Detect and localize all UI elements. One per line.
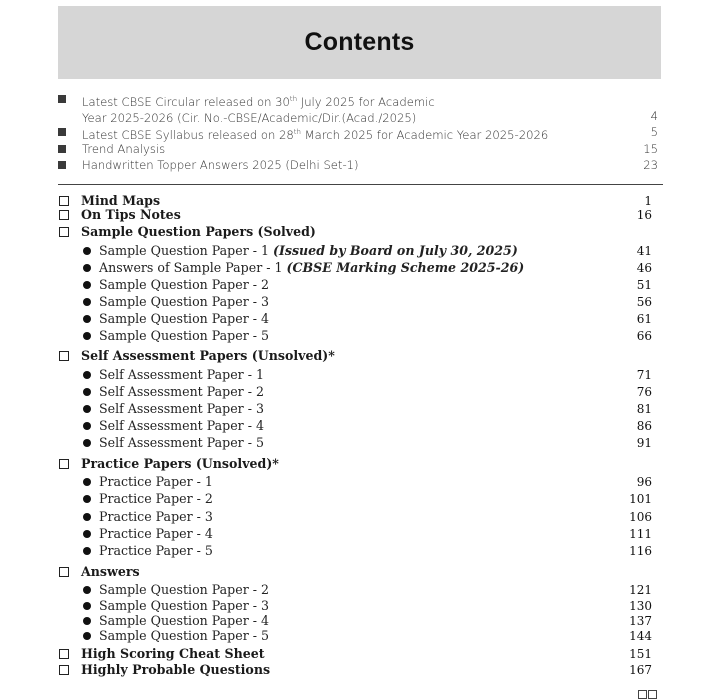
item-label: Sample Question Paper - 3 bbox=[99, 294, 269, 309]
page-number: 16 bbox=[636, 208, 652, 222]
page-number: 86 bbox=[636, 419, 652, 433]
list-item bbox=[58, 526, 661, 542]
bullet-icon bbox=[83, 298, 91, 306]
bullet-icon bbox=[83, 332, 91, 340]
list-item bbox=[58, 474, 661, 490]
bullet-icon bbox=[83, 315, 91, 323]
list-item bbox=[58, 582, 661, 598]
page-number: 91 bbox=[636, 436, 652, 450]
section-row bbox=[58, 348, 661, 364]
section-row bbox=[58, 564, 661, 580]
page-number: 121 bbox=[629, 583, 652, 597]
list-item bbox=[58, 435, 661, 451]
page-number: 130 bbox=[629, 599, 652, 613]
page-number: 66 bbox=[636, 329, 652, 343]
square-mark-icon bbox=[648, 690, 657, 699]
section-title: Mind Maps bbox=[81, 193, 161, 208]
item-label: Self Assessment Paper - 3 bbox=[99, 401, 264, 416]
checkbox-icon bbox=[59, 227, 69, 237]
bullet-icon bbox=[83, 530, 91, 538]
page-number: 101 bbox=[629, 492, 652, 506]
bullet-icon bbox=[83, 281, 91, 289]
page-number: 111 bbox=[629, 527, 652, 541]
item-label: Sample Question Paper - 4 bbox=[99, 613, 269, 628]
page-number: 76 bbox=[636, 385, 652, 399]
checkbox-icon bbox=[59, 567, 69, 577]
page-number: 151 bbox=[629, 647, 652, 661]
checkbox-icon bbox=[59, 210, 69, 220]
checkbox-icon bbox=[59, 649, 69, 659]
top-item bbox=[58, 91, 661, 124]
superscript: th bbox=[289, 95, 298, 103]
list-item bbox=[58, 613, 661, 629]
list-item bbox=[58, 260, 661, 276]
top-item bbox=[58, 141, 661, 158]
list-item bbox=[58, 509, 661, 525]
square-bullet-icon bbox=[58, 161, 66, 169]
square-bullet-icon bbox=[58, 145, 66, 153]
item-label: Self Assessment Paper - 5 bbox=[99, 435, 264, 450]
item-label: Sample Question Paper - 5 bbox=[99, 328, 269, 343]
page-number: 106 bbox=[629, 510, 652, 524]
top-item-text: March 2025 for Academic Year 2025-2026 bbox=[300, 127, 549, 142]
section-row bbox=[58, 207, 661, 223]
section-title: Answers bbox=[81, 564, 140, 579]
top-item-text: Latest CBSE Circular released on 30 bbox=[82, 94, 290, 109]
section-row bbox=[58, 456, 661, 472]
top-item bbox=[58, 124, 661, 141]
page-number: 51 bbox=[636, 278, 652, 292]
top-item-text: July 2025 for Academic bbox=[297, 94, 435, 109]
bullet-icon bbox=[83, 264, 91, 272]
page-number: 4 bbox=[650, 108, 658, 123]
page-number: 116 bbox=[629, 544, 652, 558]
bullet-icon bbox=[83, 495, 91, 503]
page-number: 81 bbox=[636, 402, 652, 416]
section-title: High Scoring Cheat Sheet bbox=[81, 646, 265, 661]
section-title: Practice Papers (Unsolved)* bbox=[81, 456, 279, 471]
top-item-text-line2: Year 2025-2026 (Cir. No.-CBSE/Academic/Dir.(Acad./2025) bbox=[82, 111, 417, 126]
checkbox-icon bbox=[59, 665, 69, 675]
square-bullet-icon bbox=[58, 95, 66, 103]
item-label: Practice Paper - 2 bbox=[99, 491, 213, 506]
top-item-text: Handwritten Topper Answers 2025 (Delhi Set-1) bbox=[82, 158, 359, 172]
item-note: (CBSE Marking Scheme 2025-26) bbox=[286, 260, 525, 275]
contents-header bbox=[58, 6, 661, 79]
list-item bbox=[58, 384, 661, 400]
checkbox-icon bbox=[59, 351, 69, 361]
list-item bbox=[58, 401, 661, 417]
section-row bbox=[58, 662, 661, 678]
section-title: Self Assessment Papers (Unsolved)* bbox=[81, 348, 335, 363]
divider bbox=[58, 184, 663, 185]
item-label: Sample Question Paper - 4 bbox=[99, 311, 269, 326]
list-item bbox=[58, 628, 661, 644]
page-number: 15 bbox=[643, 141, 658, 156]
bullet-icon bbox=[83, 405, 91, 413]
list-item bbox=[58, 491, 661, 507]
page-number: 1 bbox=[644, 194, 652, 208]
page-title: Contents bbox=[304, 28, 415, 56]
bullet-icon bbox=[83, 371, 91, 379]
section-row bbox=[58, 646, 661, 662]
bullet-icon bbox=[83, 388, 91, 396]
item-label: Self Assessment Paper - 2 bbox=[99, 384, 264, 399]
item-label: Practice Paper - 1 bbox=[99, 474, 213, 489]
page-number: 46 bbox=[636, 261, 652, 275]
section-title: Highly Probable Questions bbox=[81, 662, 271, 677]
bullet-icon bbox=[83, 586, 91, 594]
list-item bbox=[58, 367, 661, 383]
top-items-list bbox=[58, 91, 661, 174]
top-item-text: Trend Analysis bbox=[82, 141, 166, 156]
section-row bbox=[58, 224, 661, 240]
page-number: 41 bbox=[636, 244, 652, 258]
item-label: Self Assessment Paper - 4 bbox=[99, 418, 264, 433]
checkbox-icon bbox=[59, 196, 69, 206]
page-number: 71 bbox=[636, 368, 652, 382]
superscript: th bbox=[293, 128, 301, 136]
list-item bbox=[58, 277, 661, 293]
corner-marks bbox=[638, 690, 657, 699]
item-label: Sample Question Paper - 1 bbox=[99, 243, 273, 258]
item-label: Sample Question Paper - 2 bbox=[99, 582, 269, 597]
bullet-icon bbox=[83, 617, 91, 625]
bullet-icon bbox=[83, 247, 91, 255]
section-title: Sample Question Papers (Solved) bbox=[81, 224, 316, 239]
page-number: 167 bbox=[629, 663, 652, 677]
item-label: Practice Paper - 4 bbox=[99, 526, 213, 541]
page-number: 137 bbox=[629, 614, 652, 628]
page-number: 23 bbox=[643, 158, 658, 172]
page-number: 96 bbox=[636, 475, 652, 489]
page-number: 61 bbox=[636, 312, 652, 326]
page-number: 5 bbox=[650, 125, 658, 139]
list-item bbox=[58, 543, 661, 559]
item-note: (Issued by Board on July 30, 2025) bbox=[273, 243, 518, 258]
item-label: Answers of Sample Paper - 1 bbox=[99, 260, 287, 275]
item-label: Sample Question Paper - 3 bbox=[99, 598, 269, 613]
list-item bbox=[58, 598, 661, 614]
list-item bbox=[58, 418, 661, 434]
bullet-icon bbox=[83, 513, 91, 521]
list-item bbox=[58, 243, 661, 259]
bullet-icon bbox=[83, 632, 91, 640]
page-number: 56 bbox=[636, 295, 652, 309]
checkbox-icon bbox=[59, 459, 69, 469]
top-item-text: Latest CBSE Syllabus released on 28 bbox=[82, 127, 294, 142]
square-bullet-icon bbox=[58, 128, 66, 136]
item-label: Practice Paper - 5 bbox=[99, 543, 213, 558]
top-item bbox=[58, 157, 661, 174]
bullet-icon bbox=[83, 478, 91, 486]
item-label: Sample Question Paper - 2 bbox=[99, 277, 269, 292]
list-item bbox=[58, 311, 661, 327]
bullet-icon bbox=[83, 439, 91, 447]
section-title: On Tips Notes bbox=[81, 207, 181, 222]
bullet-icon bbox=[83, 547, 91, 555]
square-mark-icon bbox=[638, 690, 647, 699]
page-number: 144 bbox=[629, 629, 652, 643]
list-item bbox=[58, 294, 661, 310]
bullet-icon bbox=[83, 602, 91, 610]
item-label: Self Assessment Paper - 1 bbox=[99, 367, 264, 382]
bullet-icon bbox=[83, 422, 91, 430]
list-item bbox=[58, 328, 661, 344]
item-label: Practice Paper - 3 bbox=[99, 509, 213, 524]
item-label: Sample Question Paper - 5 bbox=[99, 628, 269, 643]
